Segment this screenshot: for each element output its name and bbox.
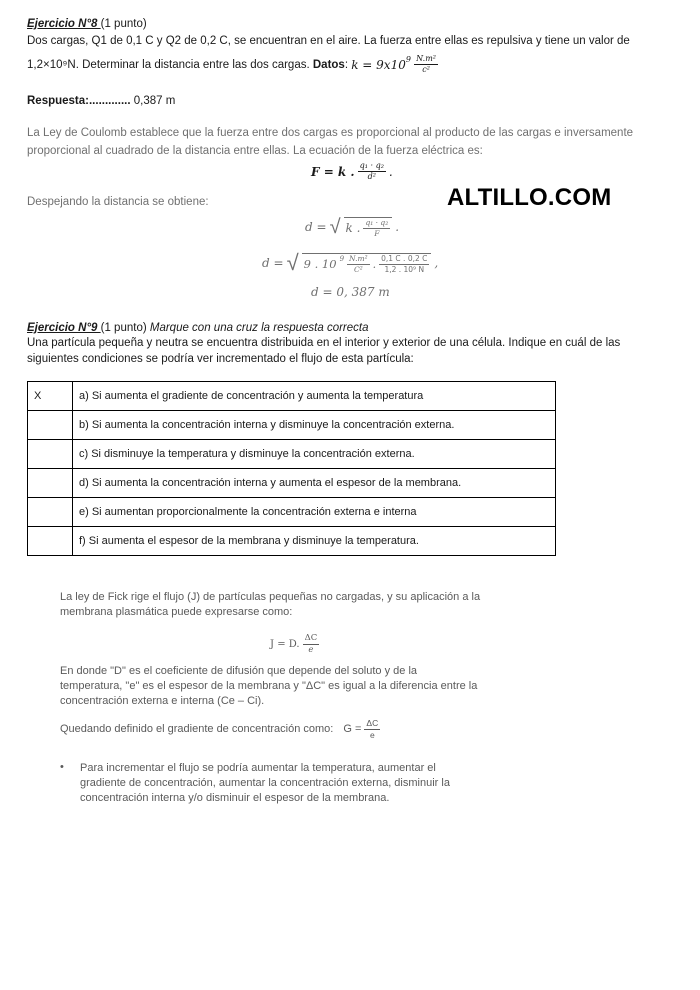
d2-dot-op: . xyxy=(372,257,377,271)
g-den: e xyxy=(369,729,375,740)
fick-p2-line3: concentración externa e interna (Ce – Ci). xyxy=(60,695,265,707)
fick-p1-line1: La ley de Fick rige el flujo (J) de partículas pequeñas no cargadas, y su aplicación a la xyxy=(60,591,481,603)
option-row xyxy=(28,382,556,411)
option-checkbox[interactable] xyxy=(28,411,73,440)
watermark: ALTILLO.COM xyxy=(447,184,612,211)
ex8-answer-value: 0,387 m xyxy=(133,95,176,107)
fick-eq-fraction xyxy=(303,634,320,654)
ex9-heading xyxy=(27,320,369,336)
ex9-statement-line1: Una partícula pequeña y neutra se encuentra distribuida en el interior y exterior de una célula. Indique en cuál de las xyxy=(27,337,621,349)
option-row xyxy=(28,469,556,498)
d1-inner: k . xyxy=(345,221,361,235)
ex8-k-unit-num: N.m² xyxy=(416,54,436,63)
fick-paragraph-2 xyxy=(60,664,525,709)
d1-fraction xyxy=(363,219,390,237)
fick-equation xyxy=(270,634,319,654)
d2-num: 0,1 C . 0,2 C xyxy=(381,254,428,263)
distance-formula-1 xyxy=(305,217,399,237)
option-checkbox[interactable] xyxy=(28,469,73,498)
gradient-equation xyxy=(343,719,380,739)
option-row xyxy=(28,440,556,469)
g-num: ΔC xyxy=(366,718,379,728)
ex8-statement-line1: Dos cargas, Q1 de 0,1 C y Q2 de 0,2 C, se encuentran en el aire. La fuerza entre ellas es repulsiva y tiene un valor de xyxy=(27,35,630,47)
ex8-k-unit-den: c² xyxy=(422,65,430,74)
option-checkbox[interactable] xyxy=(28,440,73,469)
fick-bullet-text xyxy=(80,761,525,806)
ex8-points: (1 punto) xyxy=(100,18,147,30)
ex9-title: Ejercicio N°9 xyxy=(27,322,101,334)
ex9-points: (1 punto) xyxy=(100,322,147,334)
fick-b-line1: Para incrementar el flujo se podría aumentar la temperatura, aumentar el xyxy=(80,762,436,774)
d2-fraction xyxy=(379,255,429,273)
d1-dot: . xyxy=(395,220,400,234)
bullet-icon: • xyxy=(60,761,64,773)
fick-eq-den: e xyxy=(308,644,314,655)
option-text: f) Si aumenta el espesor de la membrana y disminuye la temperatura. xyxy=(73,527,556,556)
options-table xyxy=(27,381,556,556)
option-row xyxy=(28,498,556,527)
force-dot: . xyxy=(388,164,393,179)
force-num: q₁ · q₂ xyxy=(359,161,384,170)
d2-exp: 9 xyxy=(339,255,345,263)
d1-radicand xyxy=(344,217,393,237)
d2-k: 9 . 10 xyxy=(303,257,337,271)
fick-gradient-def xyxy=(60,719,380,739)
d2-comma: , xyxy=(434,256,439,270)
force-equation xyxy=(311,162,393,181)
fick-eq-num: ΔC xyxy=(304,633,318,643)
d2-unit-num: N.m² xyxy=(349,254,368,263)
fick-b-line3: concentración interna y/o disminuir el espesor de la membrana. xyxy=(80,792,390,804)
option-text: b) Si aumenta la concentración interna y disminuye la concentración externa. xyxy=(73,411,556,440)
distance-result: d = 0, 387 m xyxy=(311,285,390,299)
fick-p2-line2: temperatura, "e" es el espesor de la membrana y "ΔC" es igual a la diferencia entre la xyxy=(60,680,478,692)
fick-p1-line2: membrana plasmática puede expresarse como: xyxy=(60,606,293,618)
d1-num: q₁ · q₂ xyxy=(365,218,389,227)
option-checkbox[interactable] xyxy=(28,527,73,556)
d2-radicand xyxy=(302,253,432,273)
sqrt-icon: √ xyxy=(329,216,341,238)
option-text: c) Si disminuye la temperatura y disminuye la concentración externa. xyxy=(73,440,556,469)
d1-lhs: d = xyxy=(305,220,327,234)
option-text: e) Si aumentan proporcionalmente la concentración externa e interna xyxy=(73,498,556,527)
force-fraction xyxy=(358,162,386,181)
ex8-statement-line2: 1,2×10⁹N. Determinar la distancia entre las dos cargas. Datos : k = 9x10 $^9$ $\frac{\text{N.m²}}{\text{c²}}$ xyxy=(27,55,438,74)
d2-den: 1,2 . 10⁹ N xyxy=(384,264,425,274)
sqrt-icon: √ xyxy=(286,250,299,275)
distance-formula-2 xyxy=(262,252,438,274)
fick-b-line2: gradiente de concentración, aumentar la concentración externa, disminuir la xyxy=(80,777,450,789)
ex8-coulomb-line2: proporcional al cuadrado de la distancia entre ellas. La ecuación de la fuerza eléctrica es: xyxy=(27,145,483,157)
ex8-k-formula: k = 9x10 xyxy=(351,57,406,72)
ex8-title: Ejercicio N°8 xyxy=(27,18,101,30)
force-lhs: F = k . xyxy=(311,164,355,179)
g-lhs: G = xyxy=(343,722,362,735)
ex8-heading xyxy=(27,16,147,32)
option-checkbox[interactable]: X xyxy=(28,382,73,411)
option-checkbox[interactable] xyxy=(28,498,73,527)
ex8-coulomb-line1: La Ley de Coulomb establece que la fuerza entre dos cargas es proporcional al producto de las cargas e inversamente xyxy=(27,127,634,139)
fick-p2-line1: En donde "D" es el coeficiente de difusión que depende del soluto y de la xyxy=(60,665,418,677)
d2-unit xyxy=(347,255,370,273)
option-text: d) Si aumenta la concentración interna y aumenta el espesor de la membrana. xyxy=(73,469,556,498)
d2-unit-den: C² xyxy=(353,264,363,274)
fick-paragraph-1 xyxy=(60,590,525,620)
fick-eq-lhs: J = D. xyxy=(270,638,300,650)
ex8-statement-text: 1,2×10⁹N. Determinar la distancia entre las dos cargas. xyxy=(27,58,310,71)
ex8-answer xyxy=(27,93,175,109)
d2-lhs: d = xyxy=(262,256,284,270)
fick-p3: Quedando definido el gradiente de concentración como: xyxy=(60,722,334,735)
option-row xyxy=(28,411,556,440)
ex8-k-exponent: 9 xyxy=(405,54,411,64)
d1-den: F xyxy=(374,228,380,238)
ex8-answer-label: Respuesta:............. xyxy=(27,95,131,107)
option-text: a) Si aumenta el gradiente de concentración y aumenta la temperatura xyxy=(73,382,556,411)
g-fraction xyxy=(364,719,380,739)
ex9-statement-line2: siguientes condiciones se podría ver incrementado el flujo de esta partícula: xyxy=(27,353,414,365)
force-den: d² xyxy=(367,172,376,181)
option-row xyxy=(28,527,556,556)
ex9-instruction: Marque con una cruz la respuesta correcta xyxy=(149,322,369,334)
ex8-k-unit xyxy=(414,55,438,74)
ex8-data-label: Datos xyxy=(312,58,345,71)
ex8-solving: Despejando la distancia se obtiene: xyxy=(27,196,209,208)
